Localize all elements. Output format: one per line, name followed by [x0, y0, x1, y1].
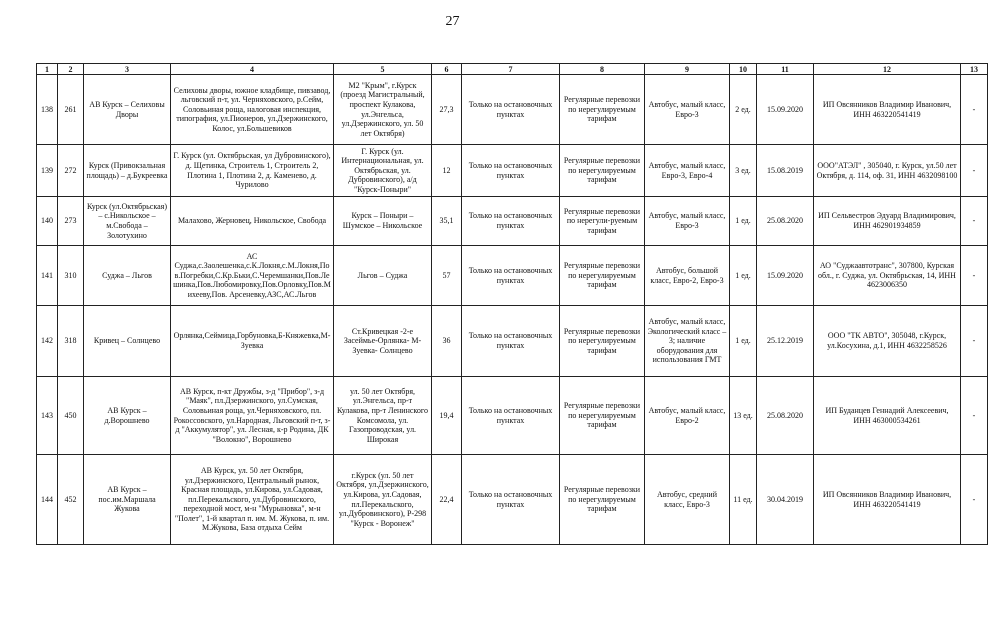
table-row	[37, 145, 988, 197]
vehicle-class: Автобус, малый класс, Евро-2	[645, 377, 730, 455]
route-name: Курск (Привокзальная площадь) – д.Букреевка	[84, 145, 171, 197]
route-streets: Курск – Поныри – Шумское – Никольское	[334, 197, 432, 246]
transport-type: Регулярные перевозки по нерегулируемым тарифам	[560, 75, 645, 145]
route-streets: М2 "Крым", г.Курск (проезд Магистральный, проспект Кулакова, ул.Энгельса, ул.Дзержинского, ул. 50 лет Октября)	[334, 75, 432, 145]
table-header-row	[37, 64, 988, 75]
start-date: 15.09.2020	[757, 75, 814, 145]
note: -	[961, 246, 988, 306]
carrier: ИП Овсянников Владимир Иванович, ИНН 463220541419	[814, 455, 961, 545]
table-row	[37, 246, 988, 306]
table-row	[37, 455, 988, 545]
note: -	[961, 197, 988, 246]
route-reg-number: 272	[58, 145, 84, 197]
route-stops: Г. Курск (ул. Октябрьская, ул Дубровинского), д. Щетинка, Строитель 1, Строитель 2, Плотина 1, Плотина 2, д. Каменево, д. Чурилово	[171, 145, 334, 197]
page-number: 27	[445, 14, 460, 29]
row-number: 144	[37, 455, 58, 545]
vehicle-class: Автобус, средний класс, Евро-3	[645, 455, 730, 545]
row-number: 139	[37, 145, 58, 197]
table-row	[37, 197, 988, 246]
header-cell: 8	[560, 64, 645, 75]
route-reg-number: 273	[58, 197, 84, 246]
boarding-order: Только на остановочных пунктах	[462, 455, 560, 545]
vehicle-count: 13 ед.	[730, 377, 757, 455]
row-number: 141	[37, 246, 58, 306]
route-reg-number: 310	[58, 246, 84, 306]
carrier: ИП Сельвестров Эдуард Владимирович, ИНН 462901934859	[814, 197, 961, 246]
route-streets: ул. 50 лет Октября, ул.Энгельса, пр-т Кулакова, пр-т Ленинского Комсомола, ул. Газопроводская, ул. Широкая	[334, 377, 432, 455]
start-date: 25.08.2020	[757, 197, 814, 246]
route-name: АВ Курск – д.Ворошнево	[84, 377, 171, 455]
carrier: АО "Суджаавтотранс", 307800, Курская обл., г. Суджа, ул. Октябрьская, 14, ИНН 4623006350	[814, 246, 961, 306]
start-date: 25.12.2019	[757, 306, 814, 377]
table-row	[37, 75, 988, 145]
vehicle-count: 1 ед.	[730, 246, 757, 306]
header-cell: 7	[462, 64, 560, 75]
route-reg-number: 261	[58, 75, 84, 145]
route-name: Курск (ул.Октябрьская) – с.Никольское – м.Свобода – Золотухино	[84, 197, 171, 246]
route-stops: Селиховы дворы, южное кладбище, пивзавод, льговский п-т, ул. Черняховского, р.Сейм, Соловьиная роща, налоговая инспекция, типография, ул.Пионеров, ул.Дзержинского, Колос, ул.Большевиков	[171, 75, 334, 145]
note: -	[961, 455, 988, 545]
note: -	[961, 306, 988, 377]
route-streets: Льгов – Суджа	[334, 246, 432, 306]
vehicle-class: Автобус, малый класс, Евро-3, Евро-4	[645, 145, 730, 197]
boarding-order: Только на остановочных пунктах	[462, 145, 560, 197]
header-cell: 11	[757, 64, 814, 75]
route-streets: Ст.Кривецкая -2-е Засеймье-Орлянка- М-Зуевка- Солнцево	[334, 306, 432, 377]
note: -	[961, 145, 988, 197]
route-stops: АВ Курск, п-кт Дружбы, з-д "Прибор", з-д "Маяк", пл.Дзержинского, ул.Сумская, Соловьиная роща, ул.Черняховского, пл. Рокоссовского, ул.Народная, Льговский п-т, з-д "Аккумулятор", ул. Лесная, к-р Родина, ДК "Волокно", Ворошнево	[171, 377, 334, 455]
route-stops: Орлянка,Сеймица,Горбуновка,Б-Княжевка,М-Зуевка	[171, 306, 334, 377]
route-name: Суджа – Льгов	[84, 246, 171, 306]
route-name: АВ Курск – пос.им.Маршала Жукова	[84, 455, 171, 545]
route-reg-number: 452	[58, 455, 84, 545]
header-cell: 4	[171, 64, 334, 75]
route-stops: АС Суджа,с.Заолешенка,с.К.Локня,с.М.Локня,Пов.Погребки,С.Кр.Бьки,С.Черемшанки,Пов.Лешинка,Пов.Любомировку,Пов.Орловку,Пов.Михееву,Пов. Арсеневку,АЗС,АС.Льгов	[171, 246, 334, 306]
vehicle-count: 11 ед.	[730, 455, 757, 545]
header-cell: 10	[730, 64, 757, 75]
boarding-order: Только на остановочных пунктах	[462, 75, 560, 145]
carrier: ООО"АТЭЛ" , 305040, г. Курск, ул.50 лет Октября, д. 114, оф. 31, ИНН 4632098100	[814, 145, 961, 197]
vehicle-count: 1 ед.	[730, 306, 757, 377]
header-cell: 12	[814, 64, 961, 75]
row-number: 138	[37, 75, 58, 145]
route-length: 35,1	[432, 197, 462, 246]
start-date: 15.09.2020	[757, 246, 814, 306]
start-date: 25.08.2020	[757, 377, 814, 455]
header-cell: 2	[58, 64, 84, 75]
carrier: ИП Овсянников Владимир Иванович, ИНН 463220541419	[814, 75, 961, 145]
transport-type: Регулярные перевозки по нерегулируемым тарифам	[560, 306, 645, 377]
table-row	[37, 377, 988, 455]
header-cell: 6	[432, 64, 462, 75]
carrier: ИП Буданцев Геннадий Алексеевич, ИНН 463000534261	[814, 377, 961, 455]
vehicle-count: 2 ед.	[730, 75, 757, 145]
header-cell: 3	[84, 64, 171, 75]
vehicle-count: 1 ед.	[730, 197, 757, 246]
route-length: 27,3	[432, 75, 462, 145]
transport-type: Регулярные перевозки по нерегулируемым тарифам	[560, 145, 645, 197]
route-length: 57	[432, 246, 462, 306]
transport-type: Регулярные перевозки по нерегулируемым тарифам	[560, 246, 645, 306]
route-length: 36	[432, 306, 462, 377]
vehicle-class: Автобус, малый класс, Экологический класс – 3; наличие оборудования для использования ГМТ	[645, 306, 730, 377]
row-number: 140	[37, 197, 58, 246]
row-number: 142	[37, 306, 58, 377]
boarding-order: Только на остановочных пунктах	[462, 377, 560, 455]
route-length: 22,4	[432, 455, 462, 545]
vehicle-count: 3 ед.	[730, 145, 757, 197]
vehicle-class: Автобус, малый класс, Евро-3	[645, 75, 730, 145]
transport-type: Регулярные перевозки по нерегулируемым тарифам	[560, 377, 645, 455]
note: -	[961, 377, 988, 455]
header-cell: 5	[334, 64, 432, 75]
vehicle-class: Автобус, большой класс, Евро-2, Евро-3	[645, 246, 730, 306]
route-length: 12	[432, 145, 462, 197]
routes-table	[36, 63, 988, 545]
boarding-order: Только на остановочных пунктах	[462, 197, 560, 246]
route-reg-number: 318	[58, 306, 84, 377]
route-length: 19,4	[432, 377, 462, 455]
carrier: ООО "ТК АВТО", 305048, г.Курск, ул.Косухина, д.1, ИНН 4632258526	[814, 306, 961, 377]
start-date: 30.04.2019	[757, 455, 814, 545]
header-cell: 1	[37, 64, 58, 75]
header-cell: 9	[645, 64, 730, 75]
route-reg-number: 450	[58, 377, 84, 455]
boarding-order: Только на остановочных пунктах	[462, 246, 560, 306]
route-name: Кривец – Солнцево	[84, 306, 171, 377]
header-cell: 13	[961, 64, 988, 75]
vehicle-class: Автобус, малый класс, Евро-3	[645, 197, 730, 246]
start-date: 15.08.2019	[757, 145, 814, 197]
route-stops: Малахово, Жерновец, Никольское, Свобода	[171, 197, 334, 246]
route-streets: Г. Курск (ул. Интернациональная, ул. Октябрьская, ул. Дубровинского), а/д "Курск-Поныри"	[334, 145, 432, 197]
route-name: АВ Курск – Селиховы Дворы	[84, 75, 171, 145]
boarding-order: Только на остановочных пунктах	[462, 306, 560, 377]
row-number: 143	[37, 377, 58, 455]
table-row	[37, 306, 988, 377]
note: -	[961, 75, 988, 145]
route-stops: АВ Курск, ул. 50 лет Октября, ул.Дзержинского, Центральный рынок, Красная площадь, ул.Кирова, ул.Садовая, пл.Перекальского, ул.Дубровинского, переходной мост, м-н "Мурыновка", м-н "Полет", 1-й квартал п. им. М. Жукова, п. им. М.Жукова, База отдыха Сейм	[171, 455, 334, 545]
transport-type: Регулярные перевозки по нерегулируемым тарифам	[560, 455, 645, 545]
route-streets: г.Курск (ул. 50 лет Октября, ул.Дзержинского, ул.Кирова, ул.Садовая, пл.Перекальского, ул.Дубровинского), Р-298 "Курск - Воронеж"	[334, 455, 432, 545]
transport-type: Регулярные перевозки по нерегули-руемым тарифам	[560, 197, 645, 246]
